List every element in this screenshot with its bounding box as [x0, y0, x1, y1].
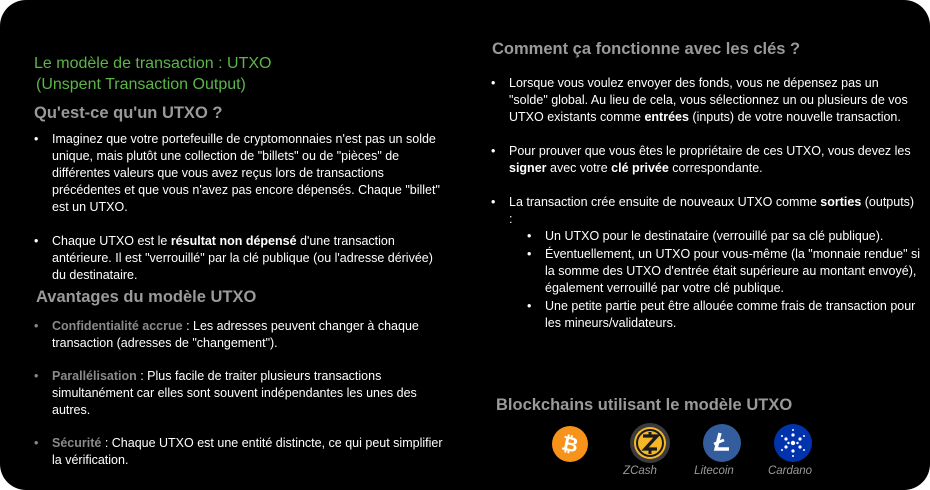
cardano-icon: [774, 424, 812, 462]
advantage-3-label: Sécurité: [52, 436, 102, 450]
advantages-list: [30, 318, 450, 469]
outputs-sublist: [523, 228, 923, 332]
title-line-2: (Unspent Transaction Output): [36, 76, 246, 93]
advantage-item-security: [30, 435, 450, 469]
what-item-2-text-c: d'une transaction antérieure. Il est "verrouillé" par la clé publique (ou l'adresse dérivée) du destinataire.: [52, 234, 433, 282]
how-list: [487, 75, 919, 332]
advantage-1-text: : Les adresses peuvent changer à chaque transaction (adresses de "changement").: [52, 319, 419, 350]
how-item-sign: [487, 143, 919, 177]
advantage-item-confidentiality: [30, 318, 450, 352]
zcash-icon: [630, 423, 670, 463]
slide-title: [34, 53, 454, 95]
how-1-bold: entrées: [644, 110, 689, 124]
title-line-1: Le modèle de transaction : UTXO: [34, 55, 272, 72]
bitcoin-icon: [552, 426, 588, 462]
cardano-label: Cardano: [767, 465, 813, 477]
how-2-bold-signer: signer: [509, 161, 547, 175]
how-3-bold: sorties: [820, 195, 862, 209]
output-fees: • Une petite partie peut être allouée comme frais de transaction pour les mineurs/validateurs.: [523, 298, 923, 332]
output-change: • Éventuellement, un UTXO pour vous-même (la "monnaie rendue" si la somme des UTXO d'entrée était supérieure au montant envoyé), également verrouillé par votre clé publique.: [523, 246, 923, 297]
advantage-2-text: : Plus facile de traiter plusieurs transactions simultanément car elles sont souvent indépendantes les unes des autres.: [52, 369, 417, 417]
litecoin-label: Litecoin: [694, 465, 734, 477]
svg-text:₿: ₿: [559, 432, 581, 458]
how-3-text-a: La transaction crée ensuite de nouveaux UTXO comme: [509, 195, 821, 209]
what-item-2-text-a: Chaque UTXO est le: [52, 234, 171, 248]
advantage-2-label: Parallélisation: [52, 369, 137, 383]
what-heading: Qu'est-ce qu'un UTXO ?: [34, 104, 223, 122]
what-item-2-bold: résultat non dépensé: [170, 234, 297, 248]
litecoin-icon: [703, 424, 741, 462]
how-2-text-a: Pour prouver que vous êtes le propriétaire de ces UTXO, vous devez les: [509, 144, 911, 158]
how-3-text-c: (outputs) :: [509, 195, 915, 226]
advantage-3-text: : Chaque UTXO est une entité distincte, ce qui peut simplifier la vérification.: [52, 436, 443, 467]
how-2-text-c: avec votre: [546, 161, 612, 175]
what-item-1: • Imaginez que votre portefeuille de cryptomonnaies n'est pas un solde unique, mais plutôt une collection de "billets" ou de "pièces" de différentes valeurs que vous avez reçus lors de transactions précédentes et que vous n'avez pas encore dépensés. Chaque "billet" est un UTXO.: [30, 131, 450, 216]
zcash-label: ZCash: [623, 465, 657, 477]
chains-heading: Blockchains utilisant le modèle UTXO: [496, 396, 793, 414]
how-1-text-a: Lorsque vous voulez envoyer des fonds, vous ne dépensez pas un "solde" global. Au lieu de cela, vous sélectionnez un ou plusieurs de vos UTXO existants comme: [509, 76, 908, 124]
what-list: [30, 131, 450, 284]
advantage-1-label: Confidentialité accrue: [52, 319, 183, 333]
how-item-inputs: [487, 75, 919, 126]
advantages-heading: Avantages du modèle UTXO: [36, 288, 257, 306]
output-recipient: • Un UTXO pour le destinataire (verrouillé par sa clé publique).: [523, 228, 923, 245]
what-item-2: [30, 233, 450, 284]
how-1-text-c: (inputs) de votre nouvelle transaction.: [688, 110, 901, 124]
how-2-bold-private-key: clé privée: [611, 161, 669, 175]
how-2-text-e: correspondante.: [668, 161, 763, 175]
how-item-outputs: [487, 194, 919, 332]
how-heading: Comment ça fonctionne avec les clés ?: [492, 40, 801, 58]
advantage-item-parallelization: [30, 368, 450, 419]
